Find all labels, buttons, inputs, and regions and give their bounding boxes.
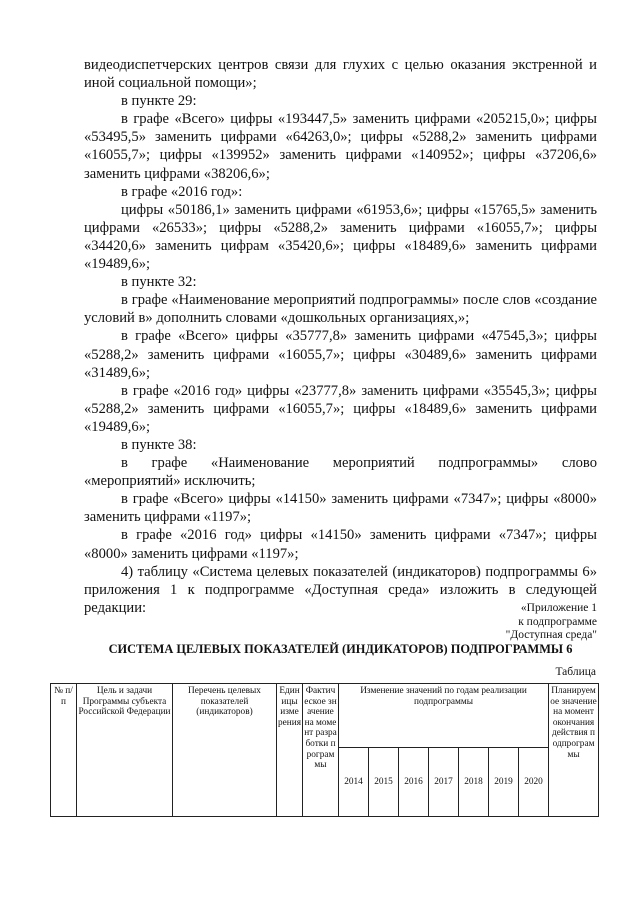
table-label: Таблица <box>555 666 596 678</box>
year-header-2018: 2018 <box>459 748 489 817</box>
paragraph: в пункте 38: <box>121 436 197 453</box>
paragraph: в графе «2016 год» цифры «14150» заменить цифрами «7347»; цифры «8000» заменить цифрами «1197»; <box>84 527 597 562</box>
header-indicators-list: Перечень целевых показателей (индикаторов) <box>173 684 277 817</box>
paragraph: в пункте 29: <box>121 93 197 110</box>
section-title: СИСТЕМА ЦЕЛЕВЫХ ПОКАЗАТЕЛЕЙ (ИНДИКАТОРОВ) ПОДПРОГРАММЫ 6 <box>108 642 573 656</box>
document-body <box>84 56 597 617</box>
year-header-2019: 2019 <box>489 748 519 817</box>
header-num: № п/п <box>51 684 77 817</box>
appendix-reference <box>337 602 597 643</box>
appendix-line-1: «Приложение 1 <box>520 602 597 614</box>
paragraph: видеодиспетчерских центров связи для глухих с целью оказания экстренной и иной социальной помощи»; <box>84 57 597 92</box>
year-header-2014: 2014 <box>339 748 369 817</box>
paragraph: в графе «Всего» цифры «35777,8» заменить цифрами «47545,3»; цифры «5288,2» заменить цифрами «16055,7»; цифры «30489,6» заменить цифрами «31489,6»; <box>84 328 597 381</box>
paragraph: в графе «Наименование мероприятий подпрограммы» после слов «создание условий в» дополнить словами «дошкольных организациях,»; <box>84 292 597 327</box>
appendix-line-2: к подпрограмме <box>518 615 597 628</box>
paragraph: в графе «2016 год»: <box>121 183 243 200</box>
paragraph: цифры «50186,1» заменить цифрами «61953,6»; цифры «15765,5» заменить цифрами «26533»; цифры «5288,2» заменить цифрами «16055,7»; цифры «34420,6» заменить цифрам «35420,6»; цифры «18489,6» заменить цифрами «19489,6»; <box>84 201 597 273</box>
paragraph: в графе «Наименование мероприятий подпрограммы» слово «мероприятий» исключить; <box>84 455 597 490</box>
paragraph: в графе «Всего» цифры «193447,5» заменить цифрами «205215,0»; цифры «53495,5» заменить цифрами «64263,0»; цифры «5288,2» заменить цифрами «16055,7»; цифры «139952» заменить цифрами «140952»; цифры «37206,6» заменить цифрами «38206,6»; <box>84 111 597 182</box>
header-unit: Единицы измерения <box>277 684 303 817</box>
year-header-2016: 2016 <box>399 748 429 817</box>
paragraph: 4) таблицу «Система целевых показателей (индикаторов) подпрограммы 6» приложения 1 к подпрограмме «Доступная среда» изложить в следующей редакции: <box>84 563 597 616</box>
table-header-row <box>51 684 599 748</box>
year-header-2017: 2017 <box>429 748 459 817</box>
paragraph: в графе «2016 год» цифры «23777,8» заменить цифрами «35545,3»; цифры «5288,2» заменить цифрами «16055,7»; цифры «18489,6» заменить цифрами «19489,6»; <box>84 382 597 435</box>
paragraph: в графе «Всего» цифры «14150» заменить цифрами «7347»; цифры «8000» заменить цифрами «1197»; <box>84 491 597 526</box>
appendix-line-3: "Доступная среда" <box>505 629 597 641</box>
header-actual-value: Фактическое значение на момент разработки программы <box>303 684 339 817</box>
header-goal: Цель и задачи Программы субъекта Российской Федерации <box>77 684 173 817</box>
year-header-2020: 2020 <box>519 748 549 817</box>
header-yearly-change: Изменение значений по годам реализации подпрограммы <box>339 684 549 748</box>
year-header-2015: 2015 <box>369 748 399 817</box>
paragraph: в пункте 32: <box>121 274 197 291</box>
indicators-table <box>50 683 599 817</box>
header-planned-value: Планируемое значение на момент окончания действия подпрограммы <box>549 684 599 817</box>
